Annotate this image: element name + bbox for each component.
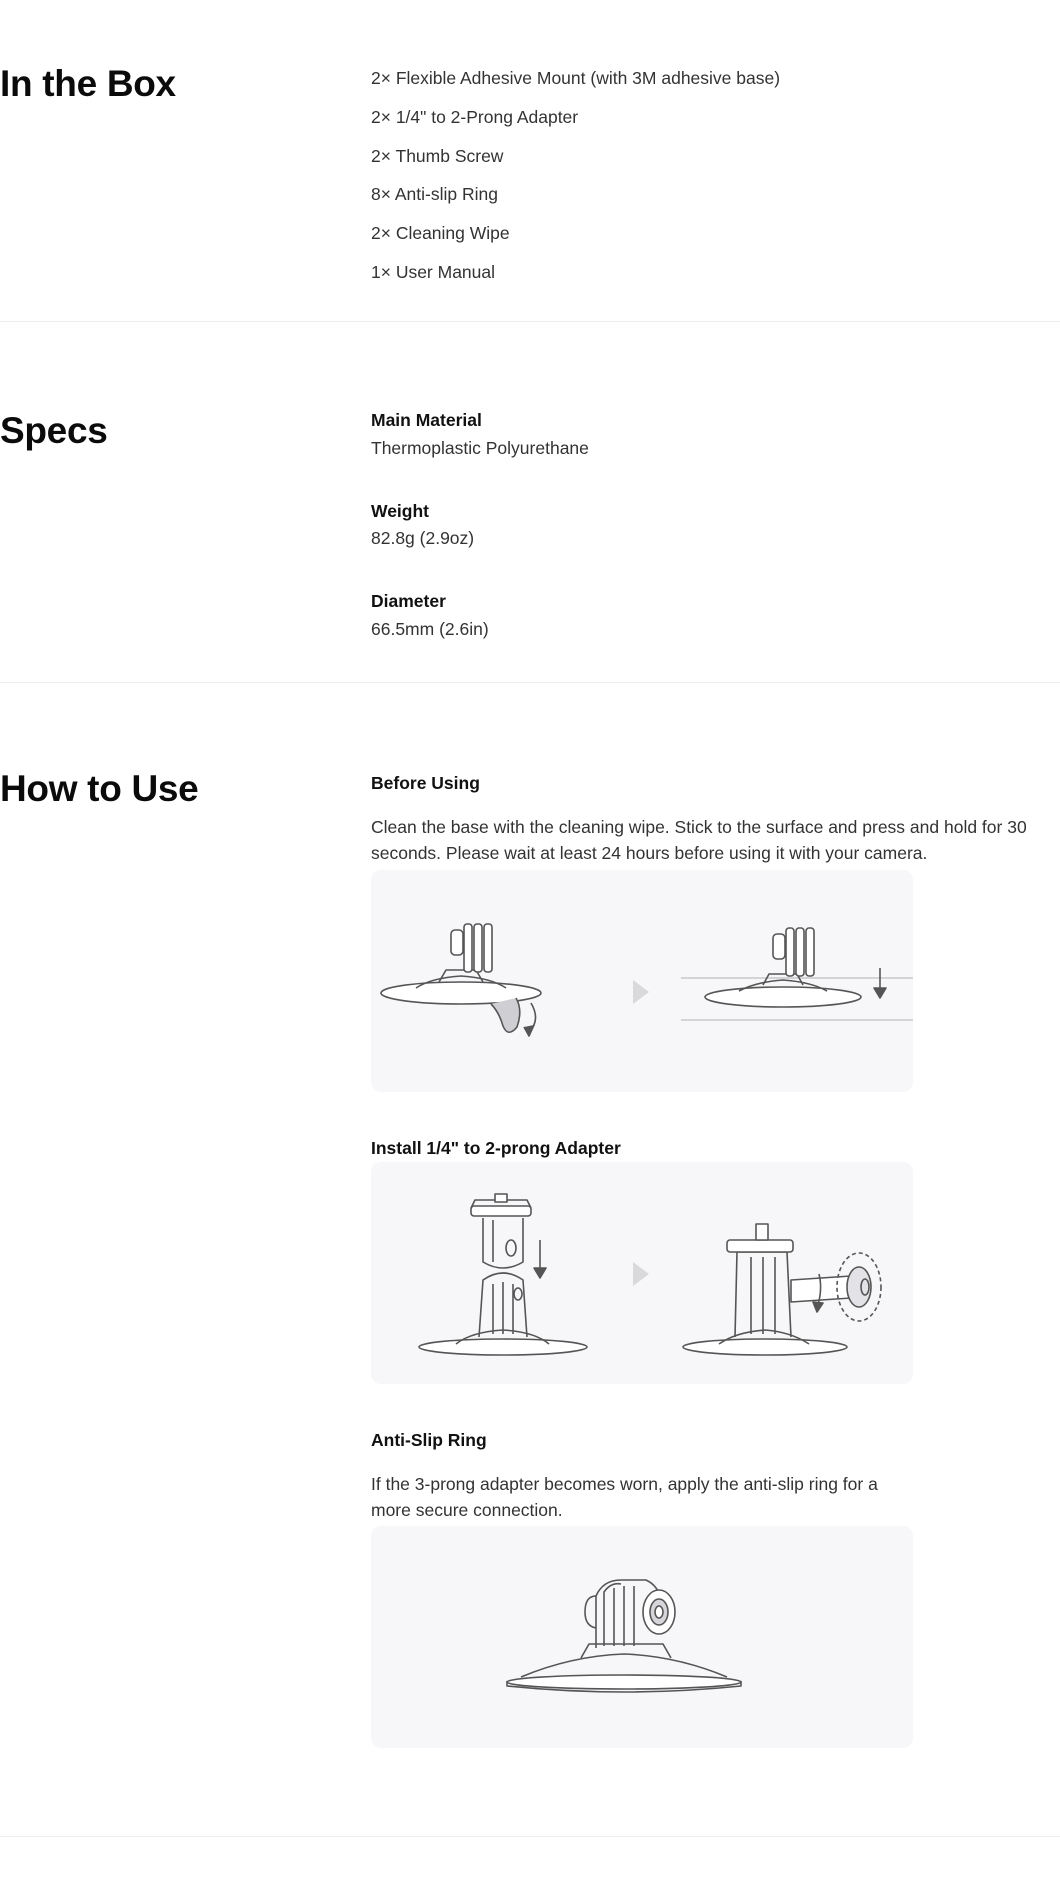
list-item: 2× Cleaning Wipe	[371, 223, 510, 243]
step-description: If the 3-prong adapter becomes worn, apply the anti-slip ring for a more secure connection.	[371, 1474, 878, 1520]
mount-stick-illustration	[371, 870, 913, 1092]
how-to-use-steps	[371, 683, 1031, 1836]
step-title-before-using: Before Using	[371, 773, 480, 793]
spec-value: 66.5mm (2.6in)	[371, 619, 489, 639]
specs-section	[0, 322, 1060, 682]
spec-value: Thermoplastic Polyurethane	[371, 438, 589, 458]
list-item: 8× Anti-slip Ring	[371, 184, 498, 204]
how-to-use-section	[0, 683, 1060, 1836]
in-the-box-section	[0, 0, 1060, 322]
in-the-box-list	[371, 0, 1031, 322]
list-item: 2× 1/4" to 2-Prong Adapter	[371, 107, 579, 127]
in-the-box-title: In the Box	[0, 63, 176, 104]
list-item: 1× User Manual	[371, 262, 496, 282]
section-divider	[0, 1836, 1060, 1837]
spec-label: Weight	[371, 501, 430, 521]
step-title-anti-slip-ring: Anti-Slip Ring	[371, 1430, 487, 1450]
adapter-install-illustration	[371, 1162, 913, 1384]
list-item: 2× Flexible Adhesive Mount (with 3M adhesive base)	[371, 68, 781, 88]
step-title-install-adapter: Install 1/4" to 2-prong Adapter	[371, 1138, 621, 1158]
spec-label: Main Material	[371, 410, 482, 430]
specs-list	[371, 322, 1031, 682]
spec-value: 82.8g (2.9oz)	[371, 528, 475, 548]
illustration-before-using	[371, 870, 913, 1092]
illustration-install-adapter	[371, 1162, 913, 1384]
spec-label: Diameter	[371, 591, 446, 611]
how-to-use-title: How to Use	[0, 768, 199, 809]
list-item: 2× Thumb Screw	[371, 146, 504, 166]
specs-title: Specs	[0, 410, 108, 451]
anti-slip-ring-illustration	[371, 1526, 913, 1748]
step-description: Clean the base with the cleaning wipe. Stick to the surface and press and hold for 30 seconds. Please wait at least 24 hours before using it with your camera.	[371, 817, 1027, 863]
illustration-anti-slip-ring	[371, 1526, 913, 1748]
